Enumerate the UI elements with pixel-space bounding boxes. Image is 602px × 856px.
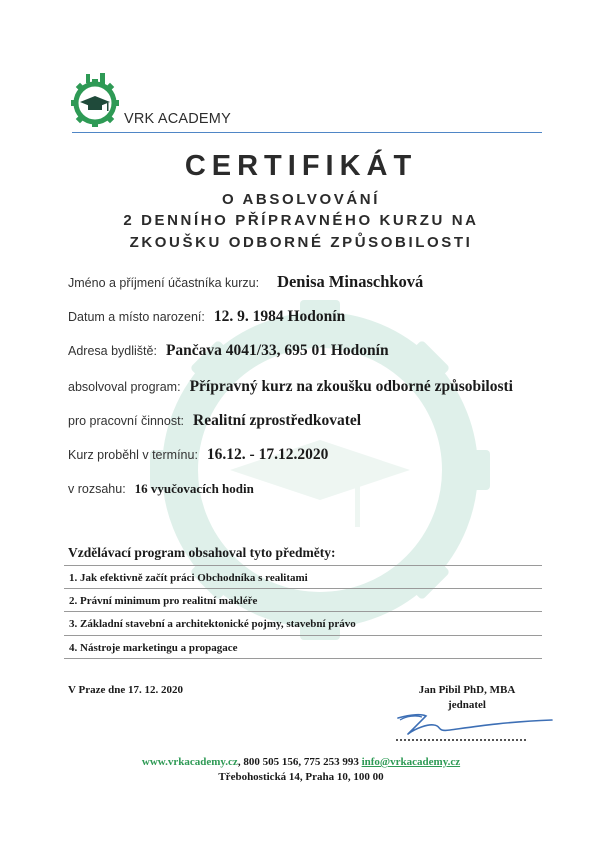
subtitle-line-1: O ABSOLVOVÁNÍ [222, 191, 380, 208]
website-link[interactable]: www.vrkacademy.cz [141, 756, 238, 768]
email-link[interactable]: info@vrkacademy.cz [361, 756, 461, 768]
header-divider [72, 132, 542, 133]
field-label: absolvoval program: [68, 380, 181, 394]
subjects-heading: Vzdělávací program obsahoval tyto předměty: [68, 545, 336, 560]
list-item: 2. Právní minimum pro realitní makléře [64, 589, 542, 613]
handwritten-signature [392, 708, 560, 738]
signer-role: jednatel [448, 699, 486, 711]
course-scope-value: 16 vyučovacích hodin [134, 481, 254, 496]
address-value: Pančava 4041/33, 695 01 Hodonín [165, 342, 389, 359]
birth-date-place: 12. 9. 1984 Hodonín [213, 308, 346, 325]
list-item: 1. Jak efektivně začít práci Obchodníka s realitami [64, 565, 542, 589]
field-label: Kurz proběhl v termínu: [68, 448, 198, 462]
field-label: Adresa bydliště: [68, 344, 157, 358]
subjects-list [64, 565, 542, 659]
address-field [68, 342, 389, 360]
program-value: Přípravný kurz na zkoušku odborné způsobilosti [189, 378, 513, 395]
course-scope-field [68, 480, 254, 498]
activity-value: Realitní zprostředkovatel [193, 412, 362, 429]
footer-contacts [0, 756, 602, 768]
field-label: Datum a místo narození: [68, 310, 205, 324]
activity-field [68, 412, 361, 430]
brand-name: VRK ACADEMY [124, 111, 231, 127]
phone-numbers: , 800 505 156, 775 253 993 [237, 756, 362, 768]
field-label: v rozsahu: [68, 482, 126, 496]
list-item: 4. Nástroje marketingu a propagace [64, 636, 542, 660]
certificate-title: CERTIFIKÁT [184, 150, 418, 182]
footer-address: Třebohostická 14, Praha 10, 100 00 [218, 771, 384, 783]
program-field [68, 378, 513, 396]
field-label: Jméno a příjmení účastníka kurzu: [68, 276, 260, 290]
field-label: pro pracovní činnost: [68, 414, 185, 428]
signature-dotted-line [396, 739, 526, 741]
participant-name: Denisa Minaschková [277, 272, 424, 291]
participant-name-field [68, 272, 423, 292]
list-item: 3. Základní stavební a architektonické pojmy, stavební právo [64, 612, 542, 636]
subtitle-line-2: 2 DENNÍHO PŘÍPRAVNÉHO KURZU NA [123, 212, 479, 229]
birth-field [68, 308, 345, 326]
course-date-value: 16.12. - 17.12.2020 [206, 446, 329, 463]
signer-name: Jan Pibil PhD, MBA [418, 684, 516, 696]
vrk-academy-logo-icon [66, 72, 124, 130]
place-date: V Praze dne 17. 12. 2020 [68, 684, 183, 696]
course-date-field [68, 446, 328, 464]
subtitle-line-3: ZKOUŠKU ODBORNÉ ZPŮSOBILOSTI [129, 234, 473, 251]
